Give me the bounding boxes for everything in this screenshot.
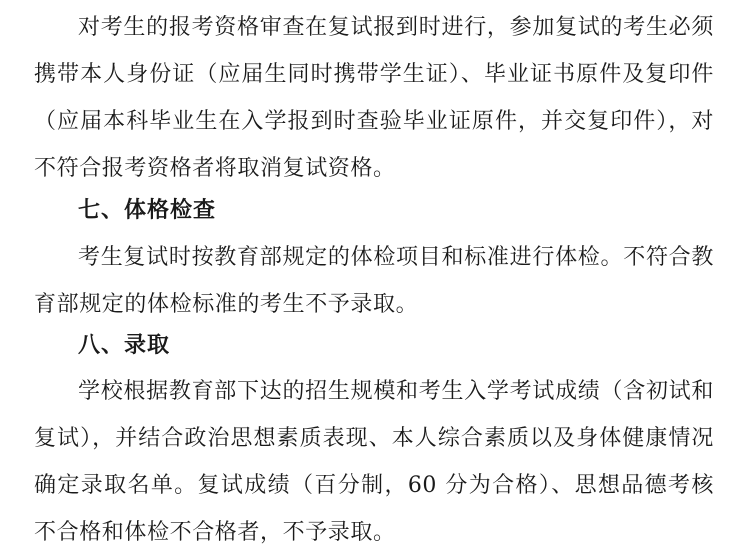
physical-exam-paragraph: 考生复试时按教育部规定的体检项目和标准进行体检。不符合教育部规定的体检标准的考生不予录取。 xyxy=(34,245,714,317)
section-7-heading: 七、体格检查 xyxy=(78,198,217,223)
qualification-review-paragraph: 对考生的报考资格审查在复试报到时进行，参加复试的考生必须携带本人身份证（应届生同时携带学生证）、毕业证书原件及复印件（应届本科毕业生在入学报到时查验毕业证原件，并交复印件），对不符合报考资格者将取消复试资格。 xyxy=(34,15,714,181)
admission-paragraph: 学校根据教育部下达的招生规模和考生入学考试成绩（含初试和复试），并结合政治思想素质表现、本人综合素质以及身体健康情况确定录取名单。复试成绩（百分制，60 分为合格）、思想品德考核不合格和体检不合格者，不予录取。 xyxy=(34,379,714,545)
section-8-heading: 八、录取 xyxy=(78,333,171,358)
